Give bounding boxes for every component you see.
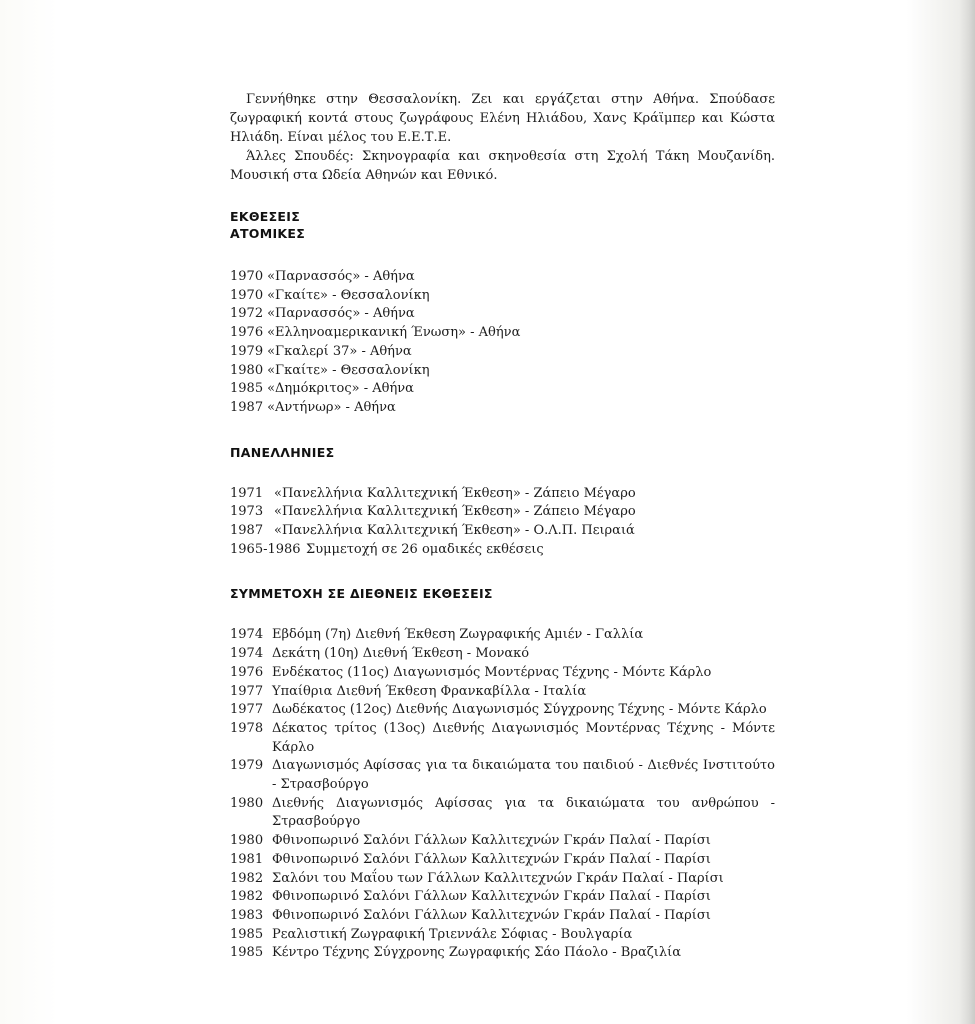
list-item — [230, 485, 775, 504]
exhibition-title: Κέντρο Τέχνης Σύγχρονης Ζωγραφικής Σάο Πάολο - Βραζιλία — [272, 945, 682, 961]
solo-exhibitions-heading — [230, 208, 775, 242]
exhibition-year: 1965-1986 — [230, 541, 301, 557]
section-heading: ΕΚΘΕΣΕΙΣ — [230, 209, 301, 224]
list-item — [230, 380, 775, 399]
exhibition-title: «Πανελλήνια Καλλιτεχνική Έκθεση» - Ζάπειο Μέγαρο — [274, 485, 636, 501]
exhibition-year: 1979 — [230, 758, 264, 774]
exhibition-year: 1970 — [230, 287, 264, 303]
panhellenic-heading: ΠΑΝΕΛΛΗΝΙΕΣ — [230, 444, 335, 460]
exhibition-year: 1987 — [230, 399, 264, 415]
list-item — [230, 907, 775, 926]
exhibition-year: 1978 — [230, 720, 264, 736]
exhibition-title: Διαγωνισμός Αφίσσας για τα δικαιώματα του παιδιού - Διεθνές Ινστιτούτο - Στρασβούργο — [272, 758, 775, 793]
exhibition-year: 1979 — [230, 343, 264, 359]
list-item — [230, 343, 775, 362]
list-item — [230, 324, 775, 343]
exhibition-title: Φθινοπωρινό Σαλόνι Γάλλων Καλλιτεχνών Γκράν Παλαί - Παρίσι — [272, 851, 711, 867]
solo-exhibitions-list — [230, 268, 775, 418]
exhibition-year: 1973 — [230, 504, 264, 520]
international-heading: ΣΥΜΜΕΤΟΧΗ ΣΕ ΔΙΕΘΝΕΙΣ ΕΚΘΕΣΕΙΣ — [230, 586, 493, 602]
exhibition-year: 1985 — [230, 926, 264, 942]
exhibition-title: Δωδέκατος (12ος) Διεθνής Διαγωνισμός Σύγχρονης Τέχνης - Μόντε Κάρλο — [272, 702, 767, 718]
bio-paragraph: Άλλες Σπουδές: Σκηνογραφία και σκηνοθεσία στη Σχολή Τάκη Μουζανίδη. Μουσική στα Ωδεία Αθηνών και Εθνικό. — [230, 149, 775, 183]
list-item — [230, 645, 775, 664]
list-item — [230, 626, 775, 645]
exhibition-title: Ενδέκατος (11ος) Διαγωνισμός Μοντέρνας Τέχνης - Μόντε Κάρλο — [272, 664, 712, 680]
exhibition-year: 1977 — [230, 702, 264, 718]
exhibition-year: 1977 — [230, 683, 264, 699]
exhibition-year: 1981 — [230, 851, 264, 867]
list-item — [230, 888, 775, 907]
exhibition-title: Φθινοπωρινό Σαλόνι Γάλλων Καλλιτεχνών Γκράν Παλαί - Παρίσι — [272, 907, 711, 923]
panhellenic-exhibitions-list — [230, 485, 775, 560]
exhibition-year: 1982 — [230, 870, 264, 886]
exhibition-title: Εβδόμη (7η) Διεθνή Έκθεση Ζωγραφικής Αμιέν - Γαλλία — [272, 627, 644, 643]
list-item — [230, 795, 775, 832]
exhibition-title: «Παρνασσός» - Αθήνα — [267, 306, 415, 322]
list-item — [230, 362, 775, 381]
exhibition-year: 1971 — [230, 485, 264, 501]
list-item — [230, 832, 775, 851]
international-exhibitions-list — [230, 626, 775, 963]
exhibition-title: Φθινοπωρινό Σαλόνι Γάλλων Καλλιτεχνών Γκράν Παλαί - Παρίσι — [272, 833, 711, 849]
exhibition-year: 1987 — [230, 523, 264, 539]
exhibition-title: «Αντήνωρ» - Αθήνα — [267, 399, 396, 415]
exhibition-year: 1980 — [230, 833, 264, 849]
exhibition-title: «Πανελλήνια Καλλιτεχνική Έκθεση» - Ο.Λ.Π. Πειραιά — [274, 523, 635, 539]
exhibition-year: 1972 — [230, 306, 264, 322]
exhibition-title: Συμμετοχή σε 26 ομαδικές εκθέσεις — [306, 541, 544, 557]
page-edge-shadow — [959, 0, 975, 1024]
list-item — [230, 503, 775, 522]
exhibition-title: Σαλόνι του Μαΐου των Γάλλων Καλλιτεχνών Γκράν Παλαί - Παρίσι — [272, 870, 724, 886]
list-item — [230, 522, 775, 541]
list-item — [230, 720, 775, 757]
exhibition-title: «Γκαίτε» - Θεσσαλονίκη — [267, 287, 430, 303]
exhibition-title: Ρεαλιστική Ζωγραφική Τριεννάλε Σόφιας - Βουλγαρία — [272, 926, 633, 942]
exhibition-title: «Γκαίτε» - Θεσσαλονίκη — [267, 362, 430, 378]
list-item — [230, 541, 775, 560]
exhibition-year: 1974 — [230, 646, 264, 662]
bio-paragraph: Γεννήθηκε στην Θεσσαλονίκη. Ζει και εργάζεται στην Αθήνα. Σπούδασε ζωγραφική κοντά στους ζωγράφους Ελένη Ηλιάδου, Χανς Κράϊμπερ και Κώστα Ηλιάδη. Είναι μέλος του Ε.Ε.Τ.Ε. — [230, 92, 775, 145]
list-item — [230, 701, 775, 720]
list-item — [230, 399, 775, 418]
section-subheading: ΑΤΟΜΙΚΕΣ — [230, 226, 306, 241]
exhibition-title: Δεκάτη (10η) Διεθνή Έκθεση - Μονακό — [272, 646, 530, 662]
exhibition-title: «Πανελλήνια Καλλιτεχνική Έκθεση» - Ζάπειο Μέγαρο — [274, 504, 636, 520]
list-item — [230, 683, 775, 702]
exhibition-title: «Δημόκριτος» - Αθήνα — [267, 381, 414, 397]
exhibition-title: Υπαίθρια Διεθνή Έκθεση Φρανκαβίλλα - Ιταλία — [272, 683, 587, 699]
exhibition-year: 1985 — [230, 381, 264, 397]
list-item — [230, 944, 775, 963]
exhibition-year: 1980 — [230, 362, 264, 378]
exhibition-year: 1970 — [230, 269, 264, 284]
exhibition-title: Φθινοπωρινό Σαλόνι Γάλλων Καλλιτεχνών Γκράν Παλαί - Παρίσι — [272, 889, 711, 905]
exhibition-title: Διεθνής Διαγωνισμός Αφίσσας για τα δικαιώματα του ανθρώπου - Στρασβούργο — [272, 795, 775, 830]
exhibition-year: 1982 — [230, 889, 264, 905]
list-item — [230, 757, 775, 794]
exhibition-title: Δέκατος τρίτος (13ος) Διεθνής Διαγωνισμός Μοντέρνας Τέχνης - Μόντε Κάρλο — [272, 720, 775, 755]
page-content — [230, 90, 775, 989]
exhibition-year: 1983 — [230, 907, 264, 923]
list-item — [230, 305, 775, 324]
exhibition-year: 1985 — [230, 945, 264, 961]
list-item — [230, 870, 775, 889]
exhibition-title: «Παρνασσός» - Αθήνα — [267, 269, 415, 284]
list-item — [230, 664, 775, 683]
exhibition-year: 1976 — [230, 664, 264, 680]
exhibition-year: 1974 — [230, 627, 264, 643]
list-item — [230, 926, 775, 945]
exhibition-year: 1980 — [230, 795, 264, 811]
list-item — [230, 287, 775, 306]
list-item — [230, 851, 775, 870]
exhibition-title: «Γκαλερί 37» - Αθήνα — [267, 343, 412, 359]
exhibition-year: 1976 — [230, 325, 264, 341]
biography — [230, 90, 775, 185]
list-item — [230, 268, 775, 287]
exhibition-title: «Ελληνοαμερικανική Ένωση» - Αθήνα — [267, 325, 521, 341]
